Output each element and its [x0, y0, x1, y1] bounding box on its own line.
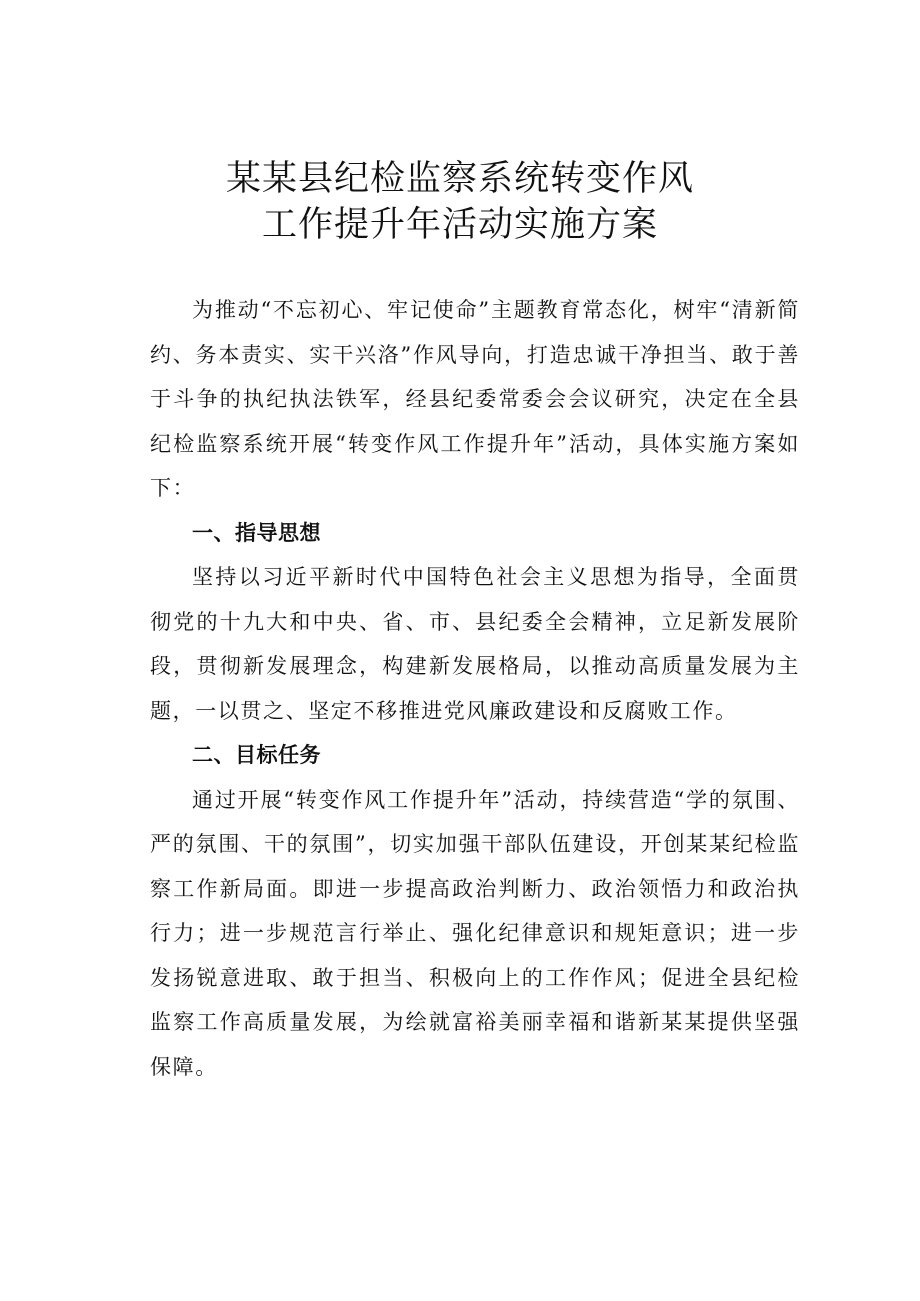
section-heading-objectives: 二、目标任务: [192, 743, 321, 767]
document-body: [150, 288, 800, 1089]
intro-paragraph: 为推动“不忘初心、牢记使命”主题教育常态化，树牢“清新简约、务本责实、实干兴洛”作风导向，打造忠诚干净担当、敢于善于斗争的执纪执法铁军，经县纪委常委会会议研究，决定在全县纪检监察系统开展“转变作风工作提升年”活动，具体实施方案如下：: [150, 298, 800, 500]
title-line-1: 某某县纪检监察系统转变作风: [225, 159, 694, 199]
section-heading-guiding-ideology: 一、指导思想: [192, 520, 321, 545]
section-paragraph-guiding-ideology: 坚持以习近平新时代中国特色社会主义思想为指导，全面贯彻党的十九大和中央、省、市、县纪委全会精神，立足新发展阶段，贯彻新发展理念，构建新发展格局，以推动高质量发展为主题，一以贯之、坚定不移推进党风廉政建设和反腐败工作。: [150, 565, 800, 723]
title-line-2: 工作提升年活动实施方案: [261, 205, 658, 245]
section-paragraph-objectives: 通过开展“转变作风工作提升年”活动，持续营造“学的氛围、严的氛围、干的氛围”，切实加强干部队伍建设，开创某某纪检监察工作新局面。即进一步提高政治判断力、政治领悟力和政治执行力；进一步规范言行举止、强化纪律意识和规矩意识；进一步发扬锐意进取、敢于担当、积极向上的工作作风；促进全县纪检监察工作高质量发展，为绘就富裕美丽幸福和谐新某某提供坚强保障。: [150, 787, 800, 1079]
document-title: [0, 156, 920, 248]
